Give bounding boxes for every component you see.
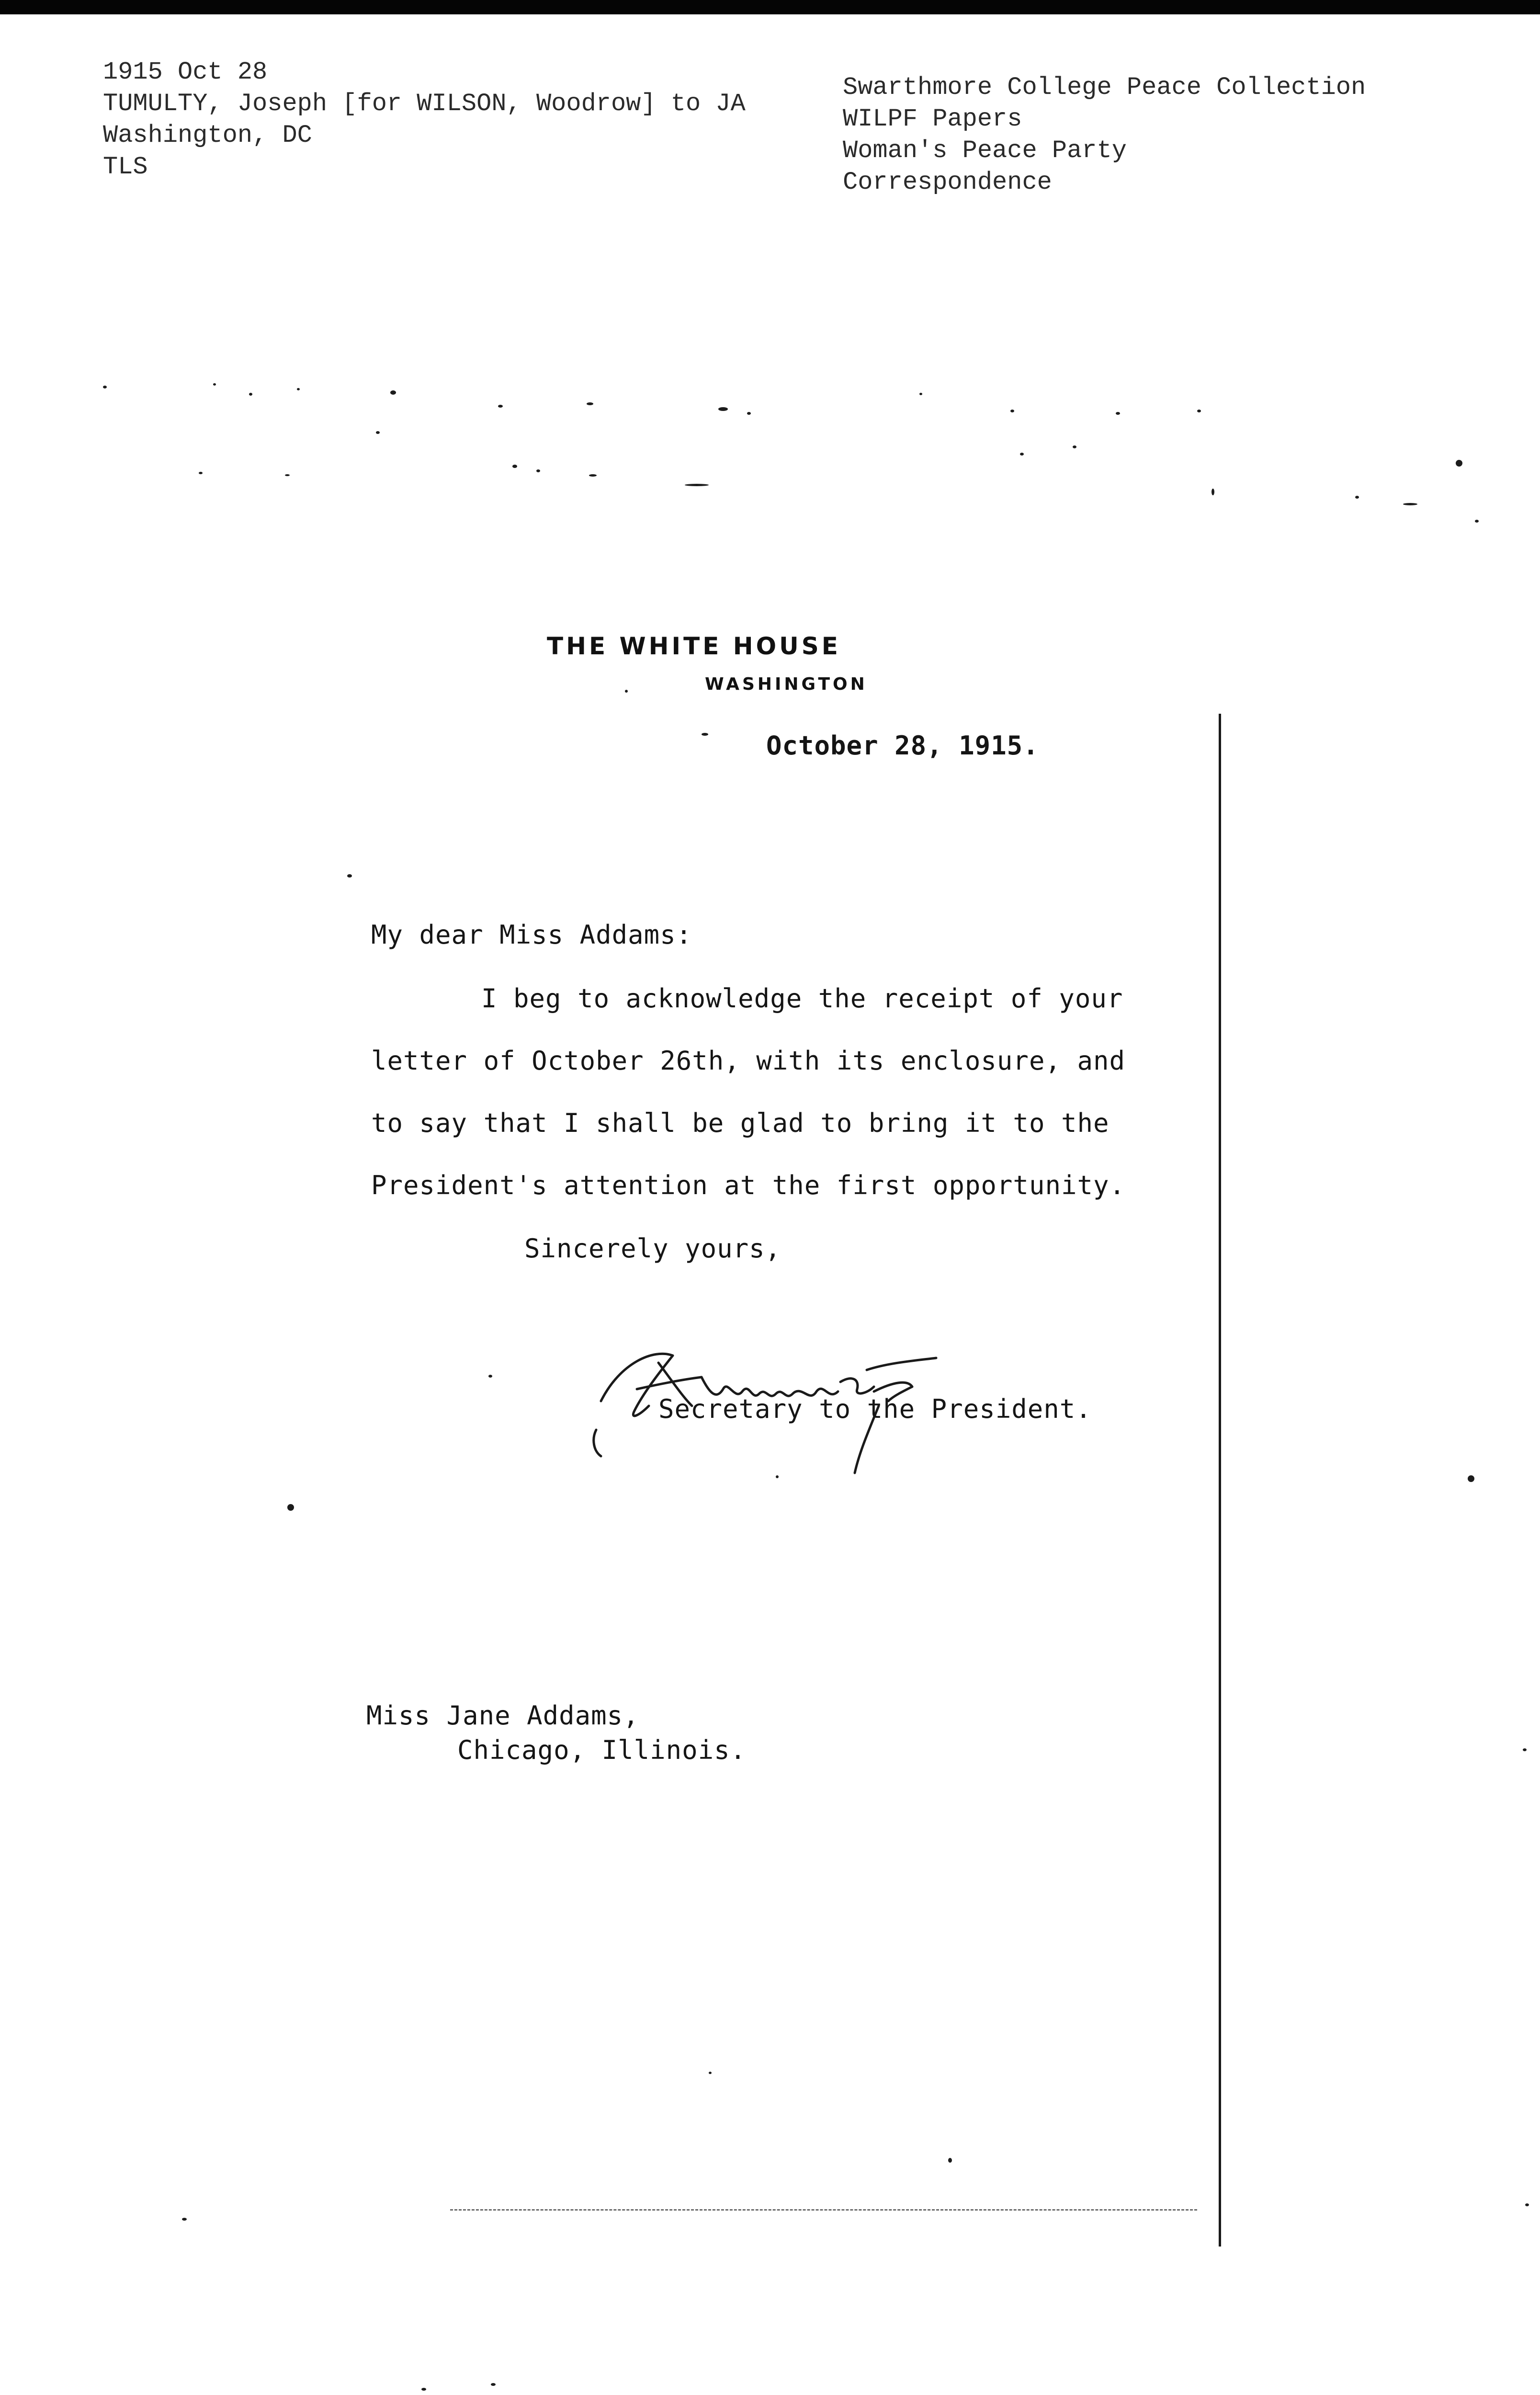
catalog-doc-type: TLS bbox=[103, 153, 148, 181]
catalog-place: Washington, DC bbox=[103, 121, 312, 149]
closing: Sincerely yours, bbox=[524, 1233, 781, 1264]
letterhead-city: WASHINGTON bbox=[705, 674, 868, 694]
body-line: President's attention at the first opportunity. bbox=[371, 1170, 1126, 1200]
scan-top-border bbox=[0, 0, 1540, 14]
catalog-correspondents: TUMULTY, Joseph [for WILSON, Woodrow] to JA bbox=[103, 90, 746, 118]
collection-series: WILPF Papers bbox=[843, 105, 1022, 133]
signature-title: Secretary to the President. bbox=[658, 1394, 1092, 1424]
page-bottom-edge bbox=[450, 2209, 1197, 2211]
letter-date: October 28, 1915. bbox=[766, 730, 1039, 761]
body-line: I beg to acknowledge the receipt of your bbox=[481, 983, 1123, 1014]
page-edge-rule bbox=[1219, 714, 1221, 2247]
collection-name: Swarthmore College Peace Collection bbox=[843, 73, 1366, 102]
salutation: My dear Miss Addams: bbox=[371, 920, 692, 950]
letterhead-org: THE WHITE HOUSE bbox=[547, 632, 841, 660]
recipient-city: Chicago, Illinois. bbox=[457, 1735, 747, 1765]
collection-folder: Correspondence bbox=[843, 168, 1052, 196]
recipient-name: Miss Jane Addams, bbox=[366, 1700, 639, 1731]
catalog-date: 1915 Oct 28 bbox=[103, 58, 268, 86]
collection-subseries: Woman's Peace Party bbox=[843, 137, 1127, 165]
body-line: to say that I shall be glad to bring it to the bbox=[371, 1108, 1110, 1138]
body-line: letter of October 26th, with its enclosure, and bbox=[371, 1046, 1126, 1076]
